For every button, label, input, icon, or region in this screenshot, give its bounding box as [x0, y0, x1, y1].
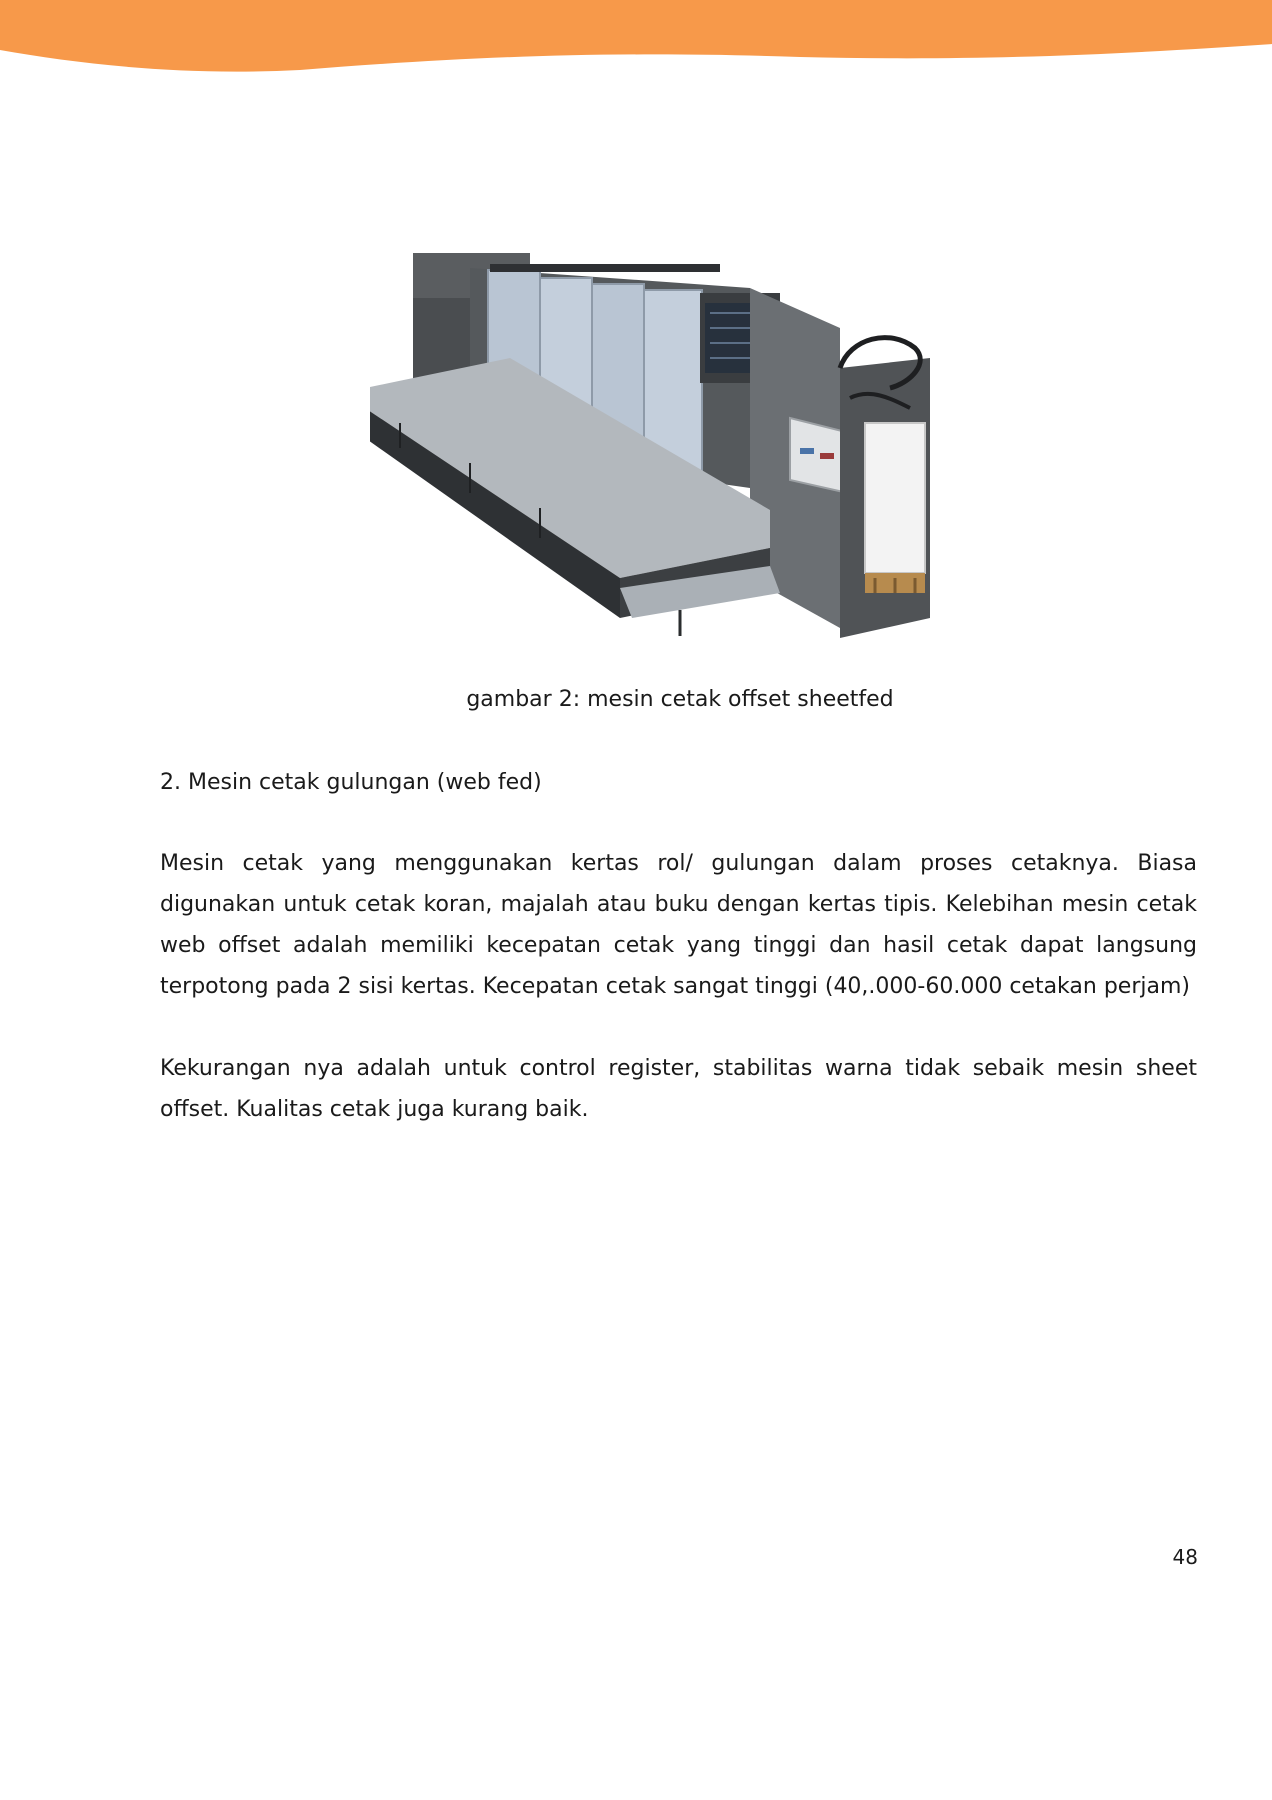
- page-number: 48: [1172, 1545, 1198, 1569]
- offset-press-illustration: [370, 248, 990, 680]
- section-heading: 2. Mesin cetak gulungan (web fed): [160, 770, 542, 795]
- body-paragraph: Mesin cetak yang menggunakan kertas rol/ gulungan dalam proses cetaknya. Biasa digunakan untuk cetak koran, majalah atau buku dengan kertas tipis. Kelebihan mesin cetak web offset adalah memiliki kecepatan cetak yang tinggi dan hasil cetak dapat langsung terpotong pada 2 sisi kertas. Kecepatan cetak sangat tinggi (40,.000-60.000 cetakan perjam): [160, 851, 1197, 999]
- figure-caption: gambar 2: mesin cetak offset sheetfed: [466, 687, 894, 712]
- orange-header-wave: [0, 0, 1272, 80]
- body-paragraph: Kekurangan nya adalah untuk control register, stabilitas warna tidak sebaik mesin sheet offset. Kualitas cetak juga kurang baik.: [160, 1056, 1197, 1122]
